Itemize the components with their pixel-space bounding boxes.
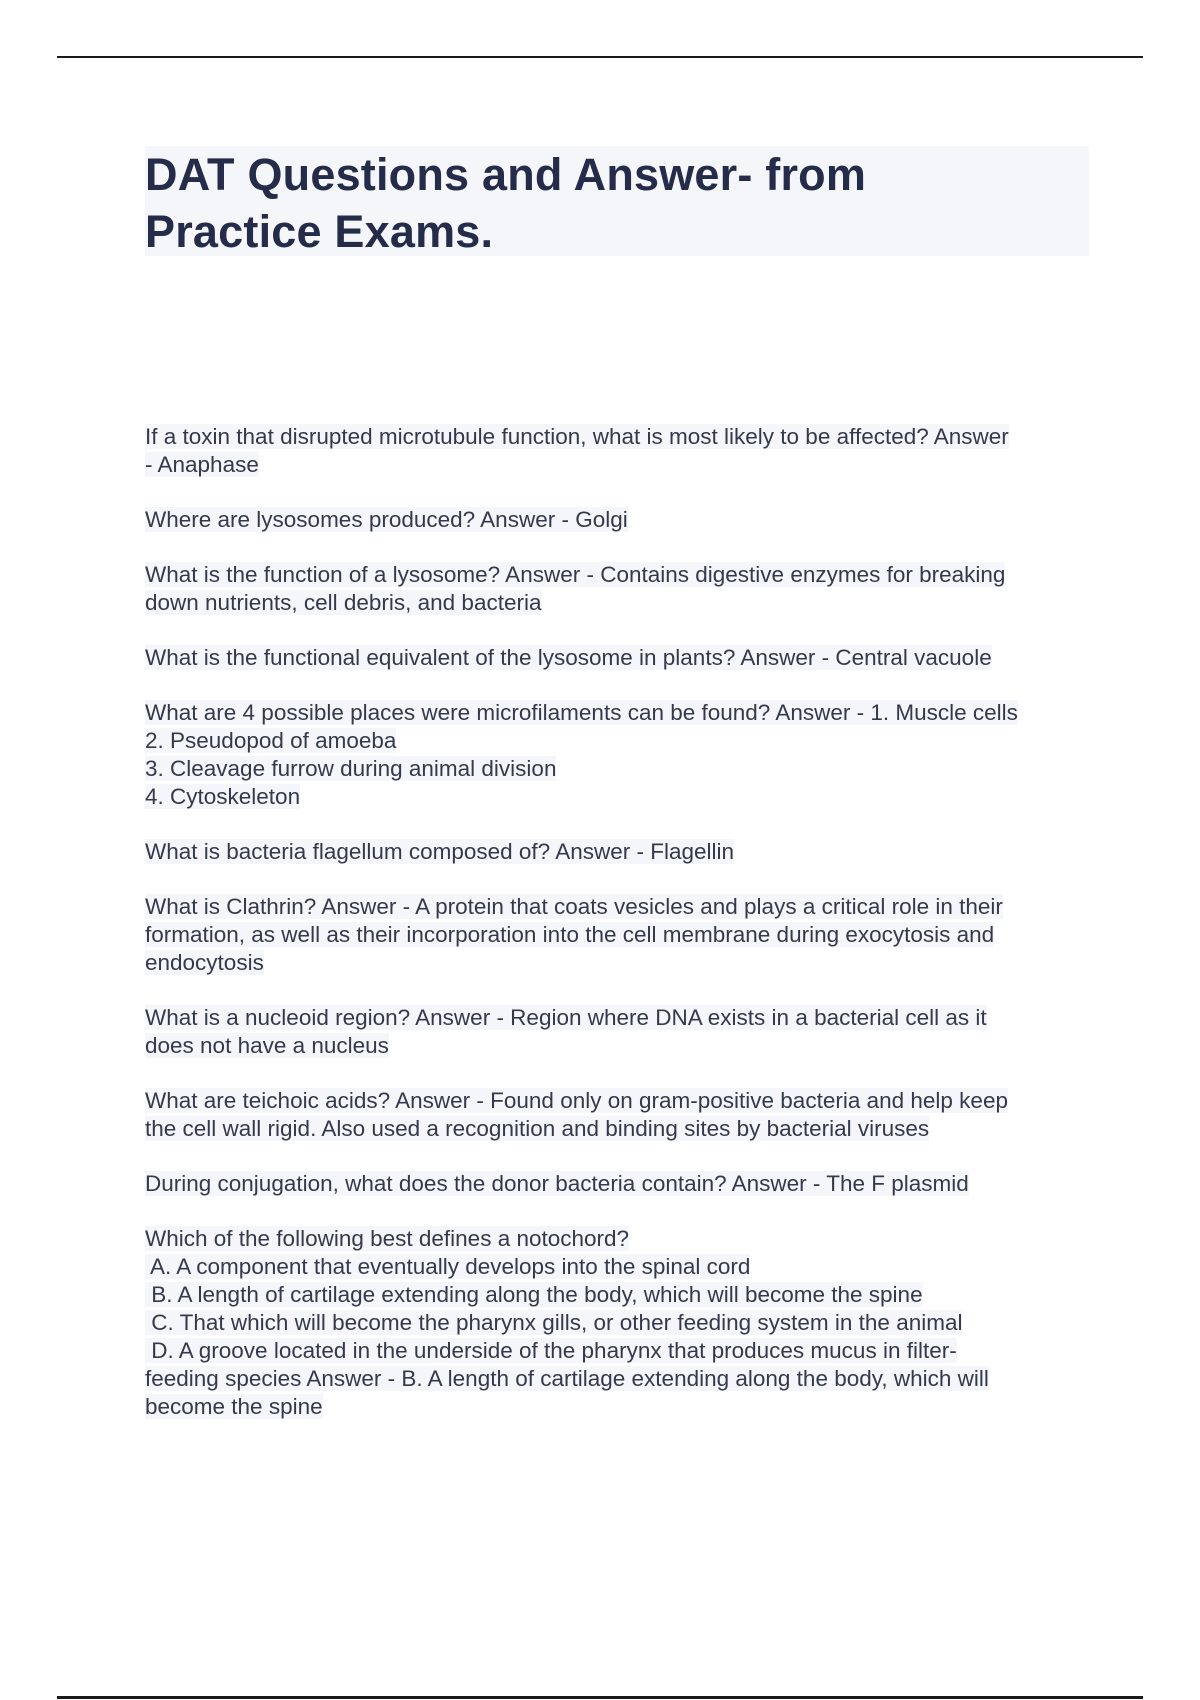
qa-item-lysosome-function (145, 561, 1095, 617)
qa-line: What is the functional equivalent of the lysosome in plants? Answer - Central vacuole (145, 645, 992, 670)
qa-item-microfilaments (145, 699, 1095, 811)
qa-line: During conjugation, what does the donor bacteria contain? Answer - The F plasmid (145, 1171, 969, 1196)
qa-line: Which of the following best defines a notochord? (145, 1226, 630, 1251)
qa-line: If a toxin that disrupted microtubule function, what is most likely to be affected? Answer (145, 424, 1009, 449)
qa-line: 2. Pseudopod of amoeba (145, 728, 397, 753)
qa-line: B. A length of cartilage extending along the body, which will become the spine (145, 1282, 923, 1307)
top-rule (57, 56, 1143, 58)
qa-item-conjugation (145, 1170, 1095, 1198)
qa-line: 4. Cytoskeleton (145, 784, 301, 809)
qa-line: formation, as well as their incorporation into the cell membrane during exocytosis and (145, 922, 995, 947)
bottom-rule (57, 1696, 1143, 1699)
title-line: DAT Questions and Answer- from (145, 149, 867, 200)
qa-line: does not have a nucleus (145, 1033, 389, 1058)
qa-item-microtubule (145, 423, 1095, 479)
qa-line: What is a nucleoid region? Answer - Region where DNA exists in a bacterial cell as it (145, 1005, 987, 1030)
qa-line: - Anaphase (145, 452, 259, 477)
document-title (145, 146, 1089, 260)
qa-item-teichoic-acids (145, 1087, 1095, 1143)
qa-line: A. A component that eventually develops into the spinal cord (145, 1254, 751, 1279)
qa-line: become the spine (145, 1394, 323, 1419)
qa-line: down nutrients, cell debris, and bacteria (145, 590, 542, 615)
qa-line: What is bacteria flagellum composed of? Answer - Flagellin (145, 839, 735, 864)
qa-line: 3. Cleavage furrow during animal division (145, 756, 557, 781)
title-block (145, 146, 1089, 256)
qa-line: feeding species Answer - B. A length of cartilage extending along the body, which will (145, 1366, 989, 1391)
qa-line: What are 4 possible places were microfilaments can be found? Answer - 1. Muscle cells (145, 700, 1018, 725)
qa-line: What is the function of a lysosome? Answer - Contains digestive enzymes for breaking (145, 562, 1006, 587)
qa-line: C. That which will become the pharynx gills, or other feeding system in the animal (145, 1310, 963, 1335)
qa-item-lysosome-production (145, 506, 1095, 534)
qa-item-flagellum (145, 838, 1095, 866)
qa-line: endocytosis (145, 950, 264, 975)
qa-line: Where are lysosomes produced? Answer - Golgi (145, 507, 628, 532)
qa-line: the cell wall rigid. Also used a recognition and binding sites by bacterial viruses (145, 1116, 930, 1141)
qa-line: What is Clathrin? Answer - A protein that coats vesicles and plays a critical role in their (145, 894, 1003, 919)
qa-line: D. A groove located in the underside of the pharynx that produces mucus in filter- (145, 1338, 957, 1363)
qa-list (145, 423, 1095, 1448)
qa-item-clathrin (145, 893, 1095, 977)
qa-item-plant-lysosome (145, 644, 1095, 672)
qa-item-nucleoid (145, 1004, 1095, 1060)
qa-item-notochord (145, 1225, 1095, 1421)
qa-line: What are teichoic acids? Answer - Found only on gram-positive bacteria and help keep (145, 1088, 1008, 1113)
title-line: Practice Exams. (145, 206, 494, 257)
